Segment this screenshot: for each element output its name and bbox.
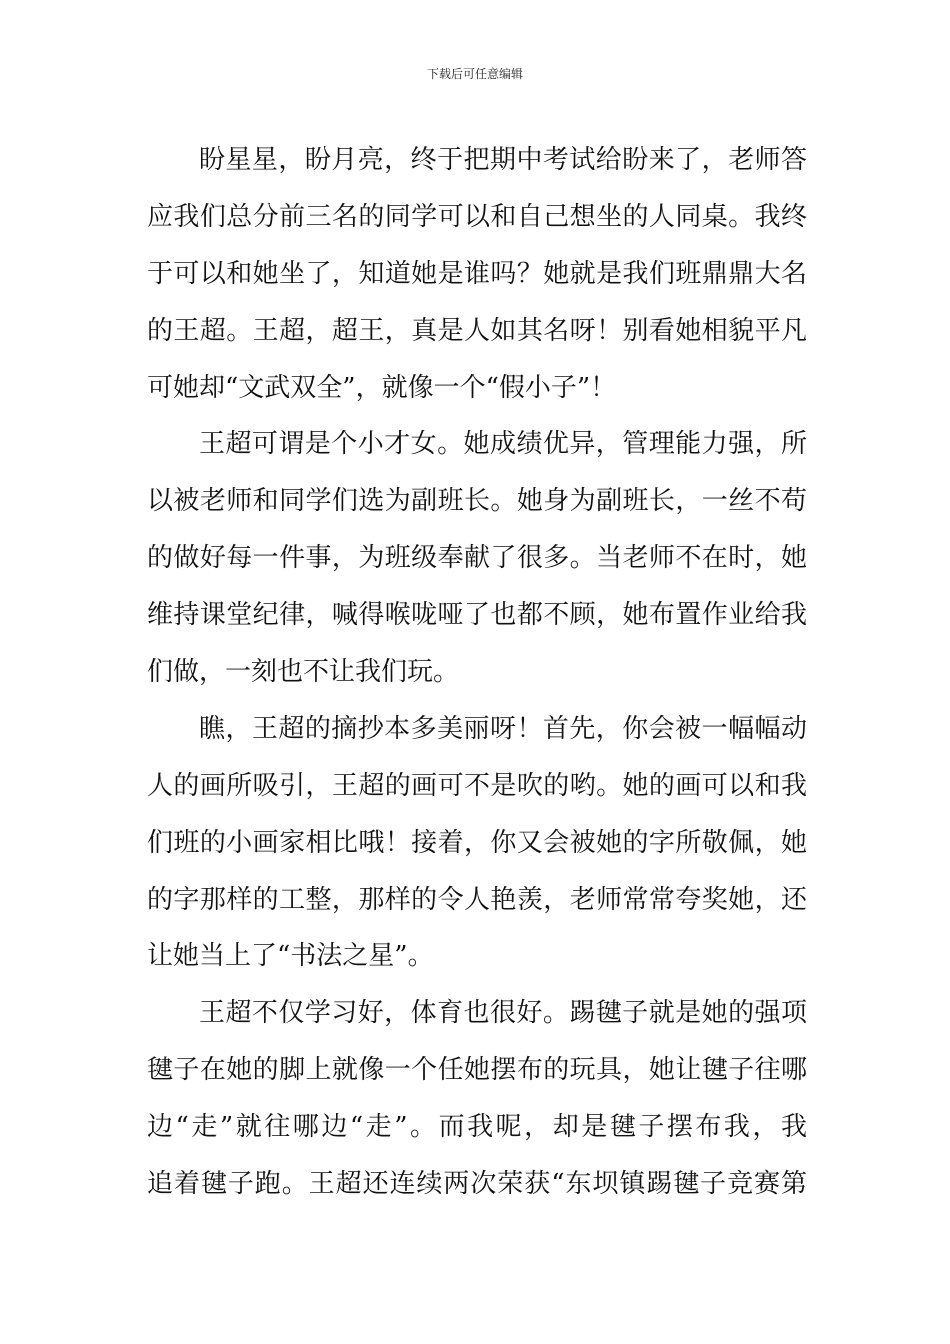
- text-line: 人的画所吸引，王超的画可不是吹的哟。她的画可以和我: [147, 770, 807, 801]
- text-line: 们做，一刻也不让我们玩。: [147, 657, 460, 688]
- text-line: 维持课堂纪律，喊得喉咙哑了也都不顾，她布置作业给我: [147, 600, 807, 631]
- text-line: 的字那样的工整，那样的令人艳羡，老师常常夸奖她，还: [147, 884, 807, 915]
- text-line: 王超可谓是个小才女。她成绩优异，管理能力强，所: [199, 429, 807, 460]
- paragraph: [147, 416, 807, 700]
- text-line: 的王超。王超，超王，真是人如其名呀！别看她相貌平凡: [147, 315, 807, 346]
- text-line: 边“走”就往哪边“走”。而我呢，却是毽子摆布我，我: [147, 1112, 807, 1143]
- paragraph: [147, 132, 807, 416]
- page-header: 下载后可任意编辑: [426, 67, 523, 81]
- text-line: 追着毽子跑。王超还连续两次荣获“东坝镇踢毽子竞赛第: [147, 1169, 807, 1200]
- text-line: 可她却“文武双全”，就像一个“假小子”！: [147, 372, 617, 403]
- text-line: 以被老师和同学们选为副班长。她身为副班长，一丝不苟: [147, 486, 807, 517]
- text-line: 让她当上了“书法之星”。: [147, 941, 434, 972]
- text-line: 的做好每一件事，为班级奉献了很多。当老师不在时，她: [147, 543, 807, 574]
- text-line: 盼星星，盼月亮，终于把期中考试给盼来了，老师答: [199, 145, 807, 175]
- text-line: 毽子在她的脚上就像一个任她摆布的玩具，她让毽子往哪: [147, 1055, 807, 1086]
- text-line: 应我们总分前三名的同学可以和自己想坐的人同桌。我终: [147, 201, 807, 232]
- text-line: 们班的小画家相比哦！接着，你又会被她的字所敬佩，她: [147, 827, 807, 858]
- document-body: [147, 132, 807, 1213]
- paragraph: [147, 985, 807, 1213]
- text-line: 王超不仅学习好，体育也很好。踢毽子就是她的强项: [199, 998, 807, 1029]
- text-line: 于可以和她坐了，知道她是谁吗？她就是我们班鼎鼎大名: [147, 258, 807, 289]
- text-line: 瞧，王超的摘抄本多美丽呀！首先，你会被一幅幅动: [199, 713, 807, 744]
- paragraph: [147, 701, 807, 985]
